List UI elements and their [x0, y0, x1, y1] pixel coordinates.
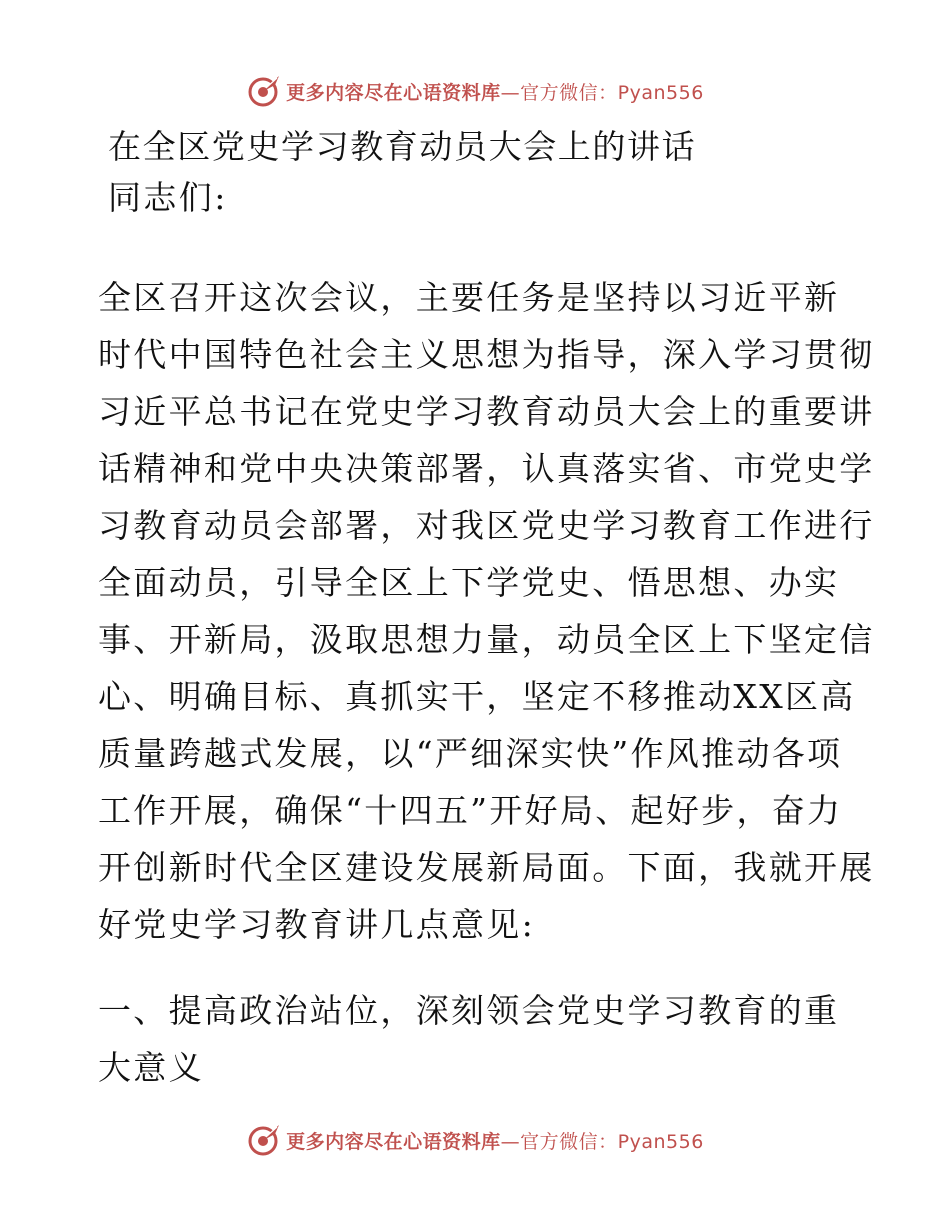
- watermark-site: 更多内容尽在心语资料库: [286, 1130, 501, 1153]
- watermark-site: 更多内容尽在心语资料库: [286, 81, 501, 104]
- quill-logo-icon: [246, 73, 282, 109]
- header-watermark: [0, 71, 950, 111]
- greeting: 同志们:: [108, 178, 228, 217]
- paragraph-line: 时代中国特色社会主义思想为指导，深入学习贯彻: [98, 335, 875, 374]
- watermark-text: [286, 1127, 704, 1154]
- paragraph-line: 开创新时代全区建设发展新局面。下面，我就开展: [98, 848, 875, 887]
- section-heading-line: 一、提高政治站位，深刻领会党史学习教育的重: [98, 991, 840, 1030]
- section-heading-line: 大意义: [98, 1048, 204, 1087]
- document-title: 在全区党史学习教育动员大会上的讲话: [108, 127, 697, 166]
- paragraph-line: 质量跨越式发展，以“严细深实快”作风推动各项: [98, 734, 843, 773]
- paragraph-line: 习近平总书记在党史学习教育动员大会上的重要讲: [98, 392, 875, 431]
- watermark-separator: —: [500, 1130, 521, 1153]
- paragraph-line: 工作开展，确保“十四五”开好局、起好步，奋力: [98, 791, 843, 830]
- watermark-contact: 官方微信：Pyan556: [520, 81, 704, 104]
- paragraph-line: 全区召开这次会议，主要任务是坚持以习近平新: [98, 278, 840, 317]
- paragraph-line: 心、明确目标、真抓实干，坚定不移推动XX区高: [98, 677, 856, 716]
- paragraph-line: 话精神和党中央决策部署，认真落实省、市党史学: [98, 449, 875, 488]
- paragraph-line: 事、开新局，汲取思想力量，动员全区上下坚定信: [98, 620, 875, 659]
- watermark-separator: —: [500, 81, 521, 104]
- paragraph-line: 全面动员，引导全区上下学党史、悟思想、办实: [98, 563, 840, 602]
- paragraph-line: 习教育动员会部署，对我区党史学习教育工作进行: [98, 506, 875, 545]
- footer-watermark: [0, 1120, 950, 1160]
- watermark-contact: 官方微信：Pyan556: [520, 1130, 704, 1153]
- watermark-text: [286, 78, 704, 105]
- paragraph-line: 好党史学习教育讲几点意见:: [98, 905, 536, 944]
- quill-logo-icon: [246, 1122, 282, 1158]
